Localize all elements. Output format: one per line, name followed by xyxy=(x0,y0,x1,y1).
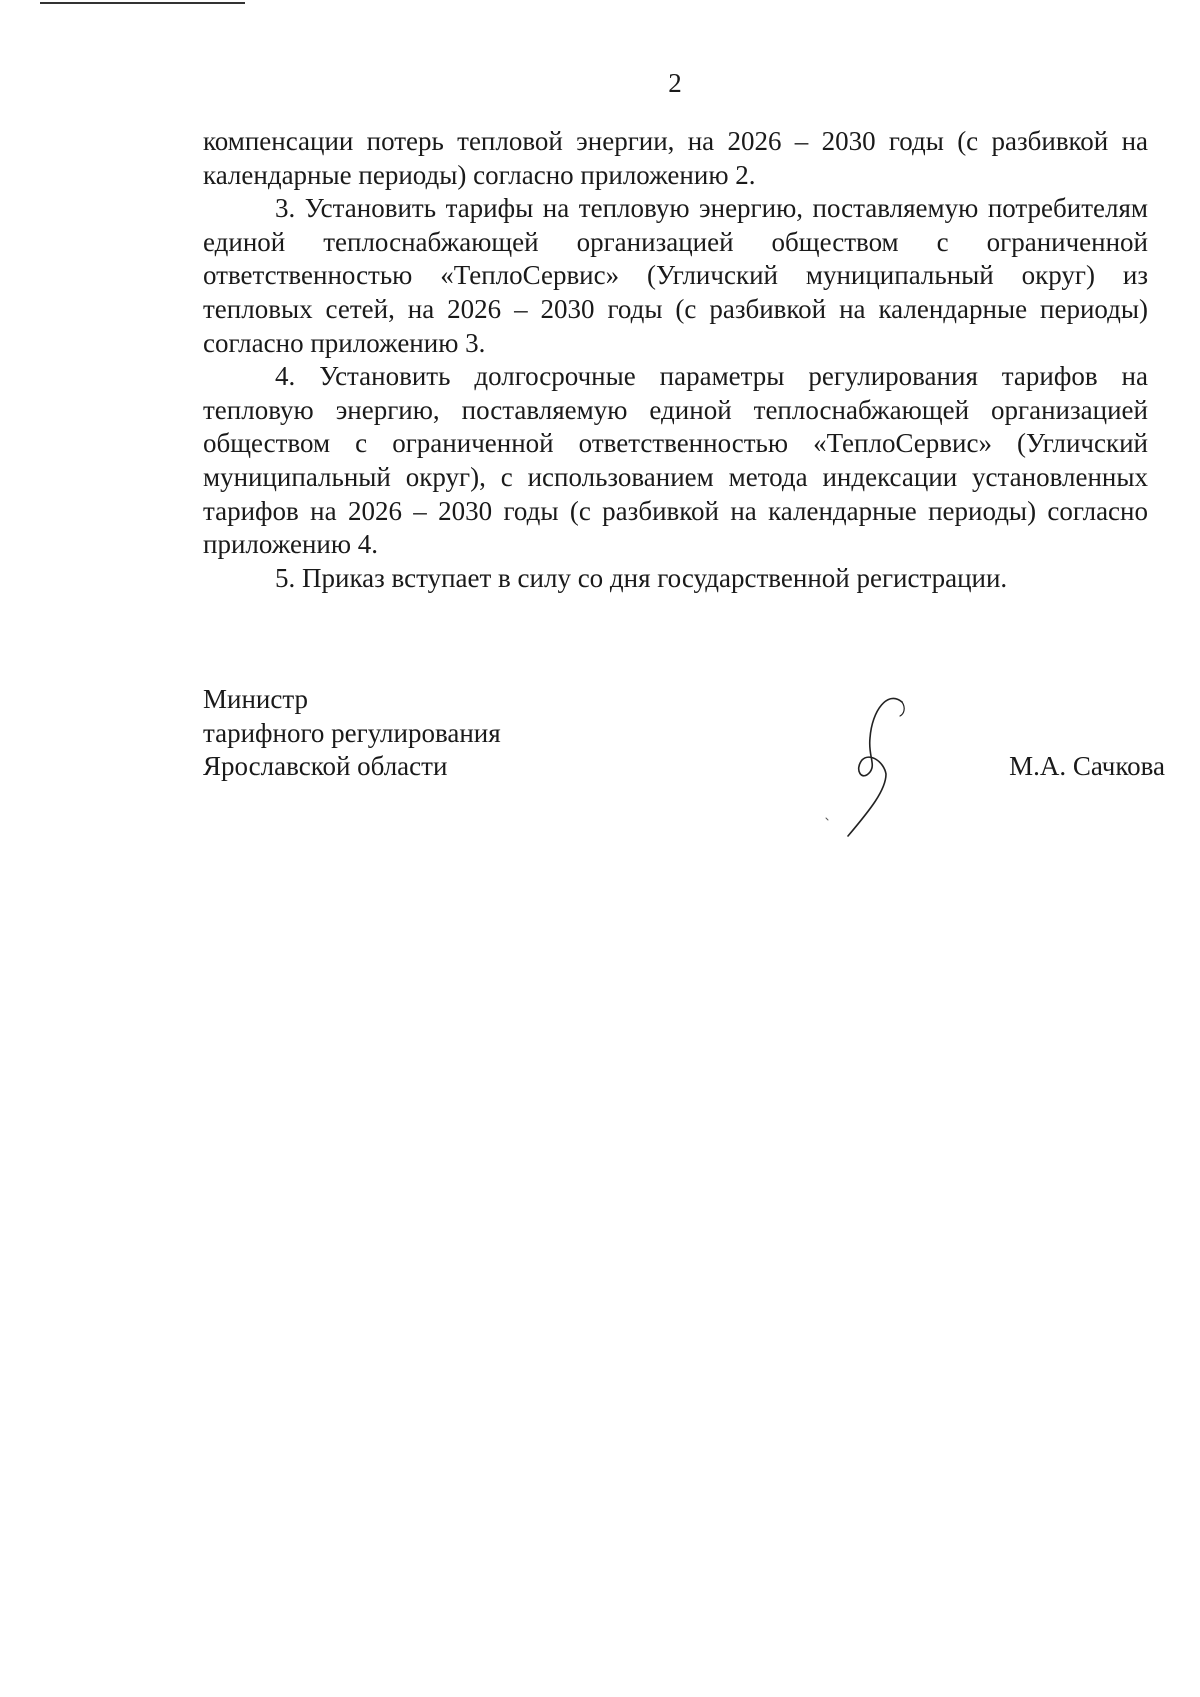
page-number: 2 xyxy=(668,68,682,98)
handwritten-signature xyxy=(800,690,920,840)
paragraph-item-5: 5. Приказ вступает в силу со дня государственной регистрации. xyxy=(275,562,1008,593)
signatory-name: М.А. Сачкова xyxy=(1009,751,1165,781)
paragraph-item-3: 3. Установить тарифы на тепловую энергию, поставляемую потребителям единой теплоснабжающей организацией обществом с ограниченной ответственностью «ТеплоСервис» (Угличский муниципальный округ) из тепловых сетей, на 2026 – 2030 годы (с разбивкой на календарные периоды) согласно приложению 3. xyxy=(203,193,1148,358)
signatory-title-line-3: Ярославской области xyxy=(203,751,448,782)
signatory-title-line-1: Министр xyxy=(203,684,308,714)
paragraph-continuation: компенсации потерь тепловой энергии, на 2026 – 2030 годы (с разбивкой на календарные периоды) согласно приложению 2. xyxy=(203,126,1148,190)
top-rule xyxy=(40,2,245,4)
signatory-title xyxy=(203,683,501,784)
signatory-title-line-2: тарифного регулирования xyxy=(203,717,501,748)
paragraph-item-4: 4. Установить долгосрочные параметры регулирования тарифов на тепловую энергию, поставляемую единой теплоснабжающей организацией обществом с ограниченной ответственностью «ТеплоСервис» (Угличский муниципальный округ), с использованием метода индексации установленных тарифов на 2026 – 2030 годы (с разбивкой на календарные периоды) согласно приложению 4. xyxy=(203,361,1148,560)
document-body xyxy=(203,125,1148,595)
